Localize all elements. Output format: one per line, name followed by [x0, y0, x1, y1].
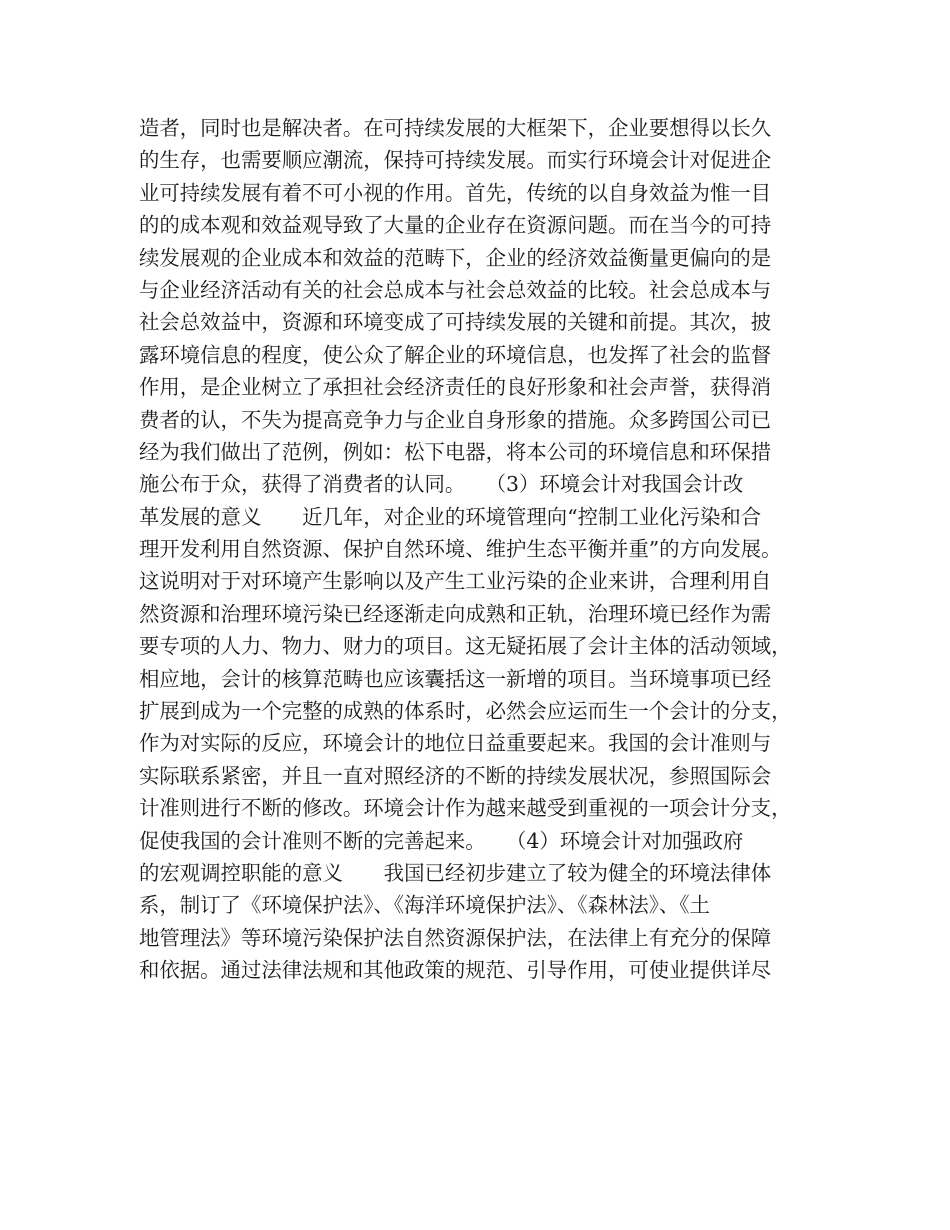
text-line: 作为对实际的反应，环境会计的地位日益重要起来。我国的会计准则与 [139, 731, 772, 756]
text-line: 地管理法》等环境污染保护法自然资源保护法，在法律上有充分的保障 [139, 925, 772, 950]
body-text [139, 112, 819, 987]
text-line: 续发展观的企业成本和效益的范畴下，企业的经济效益衡量更偏向的是 [139, 245, 772, 270]
text-line: 的宏观调控职能的意义 我国已经初步建立了较为健全的环境法律体 [139, 860, 772, 885]
text-line: 和依据。通过法律法规和其他政策的规范、引导作用，可使业提供详尽 [139, 958, 772, 983]
text-line: 理开发利用自然资源、保护自然环境、维护生态平衡并重”的方向发展。 [139, 537, 782, 562]
text-line: 要专项的人力、物力、财力的项目。这无疑拓展了会计主体的活动领域， [139, 634, 792, 659]
text-line: 计准则进行不断的修改。环境会计作为越来越受到重视的一项会计分支， [139, 796, 792, 821]
text-line: 这说明对于对环境产生影响以及产生工业污染的企业来讲，合理利用自 [139, 569, 772, 594]
text-line: 造者，同时也是解决者。在可持续发展的大框架下，企业要想得以长久 [139, 116, 772, 140]
text-line: 费者的认，不失为提高竞争力与企业自身形象的措施。众多跨国公司已 [139, 407, 772, 432]
text-line: 与企业经济活动有关的社会总成本与社会总效益的比较。社会总成本与 [139, 277, 772, 302]
text-line: 促使我国的会计准则不断的完善起来。 （4）环境会计对加强政府 [139, 828, 744, 853]
text-line: 的生存，也需要顺应潮流，保持可持续发展。而实行环境会计对促进企 [139, 148, 772, 173]
text-line: 社会总效益中，资源和环境变成了可持续发展的关键和前提。其次，披 [139, 310, 772, 335]
text-line: 露环境信息的程度，使公众了解企业的环境信息，也发挥了社会的监督 [139, 342, 772, 367]
text-line: 系，制订了《环境保护法》、《海洋环境保护法》、《森林法》、《土 [139, 893, 710, 918]
text-line: 相应地，会计的核算范畴也应该囊括这一新增的项目。当环境事项已经 [139, 666, 772, 691]
text-line: 业可持续发展有着不可小视的作用。首先，传统的以自身效益为惟一目 [139, 180, 772, 205]
text-line: 经为我们做出了范例，例如：松下电器，将本公司的环境信息和环保措 [139, 439, 772, 464]
text-line: 作用，是企业树立了承担社会经济责任的良好形象和社会声誉，获得消 [139, 375, 772, 400]
text-line: 革发展的意义 近几年，对企业的环境管理向“控制工业化污染和合 [139, 504, 762, 529]
text-line: 施公布于众，获得了消费者的认同。 （3）环境会计对我国会计改 [139, 472, 744, 497]
text-line: 扩展到成为一个完整的成熟的体系时，必然会应运而生一个会计的分支， [139, 699, 792, 724]
text-line: 的的成本观和效益观导致了大量的企业存在资源问题。而在当今的可持 [139, 213, 772, 238]
text-line: 实际联系紧密，并且一直对照经济的不断的持续发展状况，参照国际会 [139, 763, 772, 788]
text-line: 然资源和治理环境污染已经逐渐走向成熟和正轨，治理环境已经作为需 [139, 601, 772, 626]
